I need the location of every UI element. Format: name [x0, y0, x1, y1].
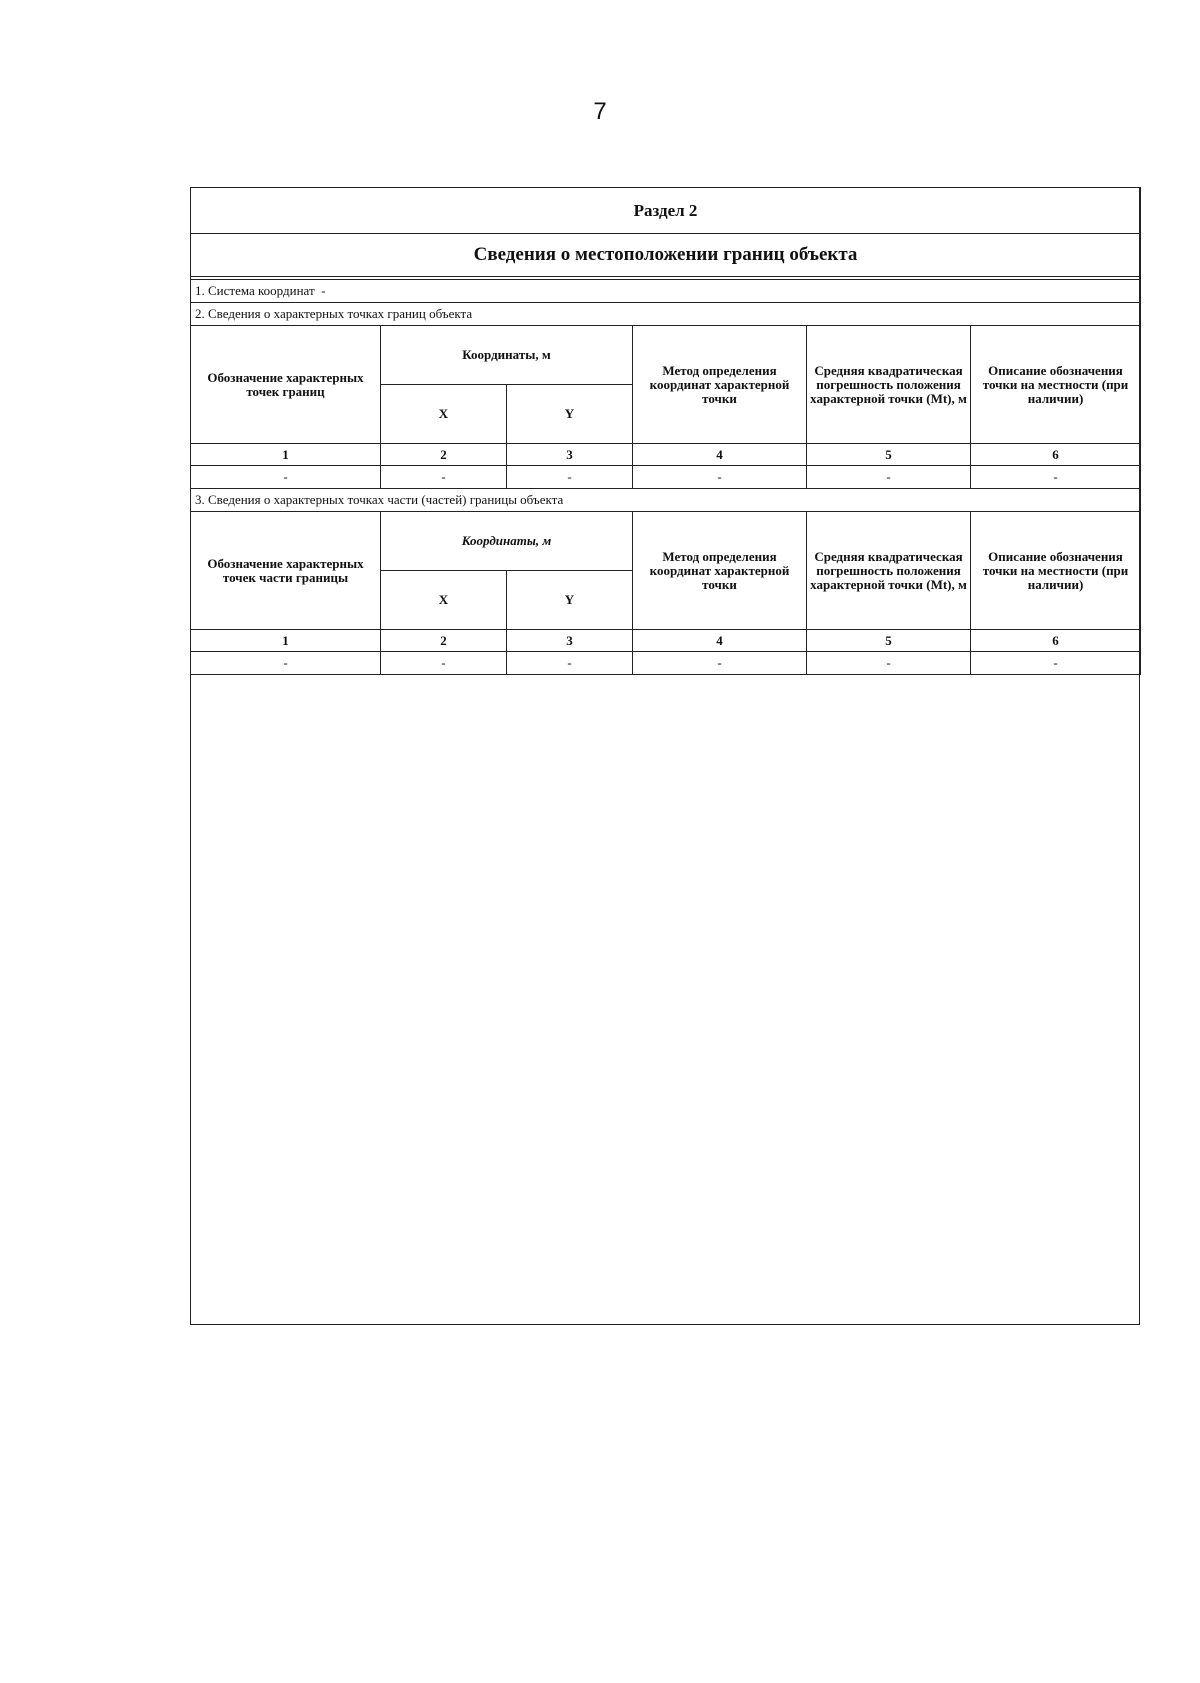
block2-colnum-2: 2	[381, 630, 507, 652]
page-number: 7	[593, 98, 607, 125]
block2-header-x: X	[381, 571, 507, 630]
block1-header-method: Метод определения координат характерной точки	[633, 326, 807, 444]
block1-header-y: Y	[507, 385, 633, 444]
block2-colnum-4: 4	[633, 630, 807, 652]
block1-header-designation: Обозначение характерных точек границ	[191, 326, 381, 444]
block2-cell-5: -	[807, 652, 971, 675]
block1-caption: 2. Сведения о характерных точках границ объекта	[191, 303, 1141, 326]
block2-cell-6: -	[971, 652, 1141, 675]
block2-header-y: Y	[507, 571, 633, 630]
block1-colnum-2: 2	[381, 444, 507, 466]
block2-header-method: Метод определения координат характерной точки	[633, 512, 807, 630]
block1-cell-5: -	[807, 466, 971, 489]
block1-colnum-1: 1	[191, 444, 381, 466]
block2-colnum-5: 5	[807, 630, 971, 652]
block1-colnum-3: 3	[507, 444, 633, 466]
block2-colnum-1: 1	[191, 630, 381, 652]
block2-colnum-6: 6	[971, 630, 1141, 652]
block2-header-error: Средняя квадратическая погрешность положения характерной точки (Mt), м	[807, 512, 971, 630]
block1-cell-6: -	[971, 466, 1141, 489]
block1-header-error: Средняя квадратическая погрешность положения характерной точки (Mt), м	[807, 326, 971, 444]
block1-colnum-5: 5	[807, 444, 971, 466]
block2-cell-3: -	[507, 652, 633, 675]
block2-cell-2: -	[381, 652, 507, 675]
block1-header-coordinates: Координаты, м	[381, 326, 633, 385]
section-form	[190, 187, 1140, 1325]
block2-caption: 3. Сведения о характерных точках части (частей) границы объекта	[191, 489, 1141, 512]
block1-cell-2: -	[381, 466, 507, 489]
block1-header-description: Описание обозначения точки на местности (при наличии)	[971, 326, 1141, 444]
block2-header-coordinates: Координаты, м	[381, 512, 633, 571]
coordinate-system-row	[191, 280, 1141, 303]
block1-cell-4: -	[633, 466, 807, 489]
coordinate-system-label: 1. Система координат	[195, 283, 315, 298]
block2-colnum-3: 3	[507, 630, 633, 652]
block1-colnum-6: 6	[971, 444, 1141, 466]
section-label: Раздел 2	[191, 188, 1141, 234]
block2-cell-4: -	[633, 652, 807, 675]
block1-colnum-4: 4	[633, 444, 807, 466]
boundary-table	[190, 187, 1141, 675]
block1-cell-1: -	[191, 466, 381, 489]
coordinate-system-value: -	[321, 283, 326, 298]
section-title: Сведения о местоположении границ объекта	[191, 234, 1141, 277]
block1-cell-3: -	[507, 466, 633, 489]
block2-header-designation: Обозначение характерных точек части границы	[191, 512, 381, 630]
block1-header-x: X	[381, 385, 507, 444]
block2-header-description: Описание обозначения точки на местности (при наличии)	[971, 512, 1141, 630]
block2-cell-1: -	[191, 652, 381, 675]
